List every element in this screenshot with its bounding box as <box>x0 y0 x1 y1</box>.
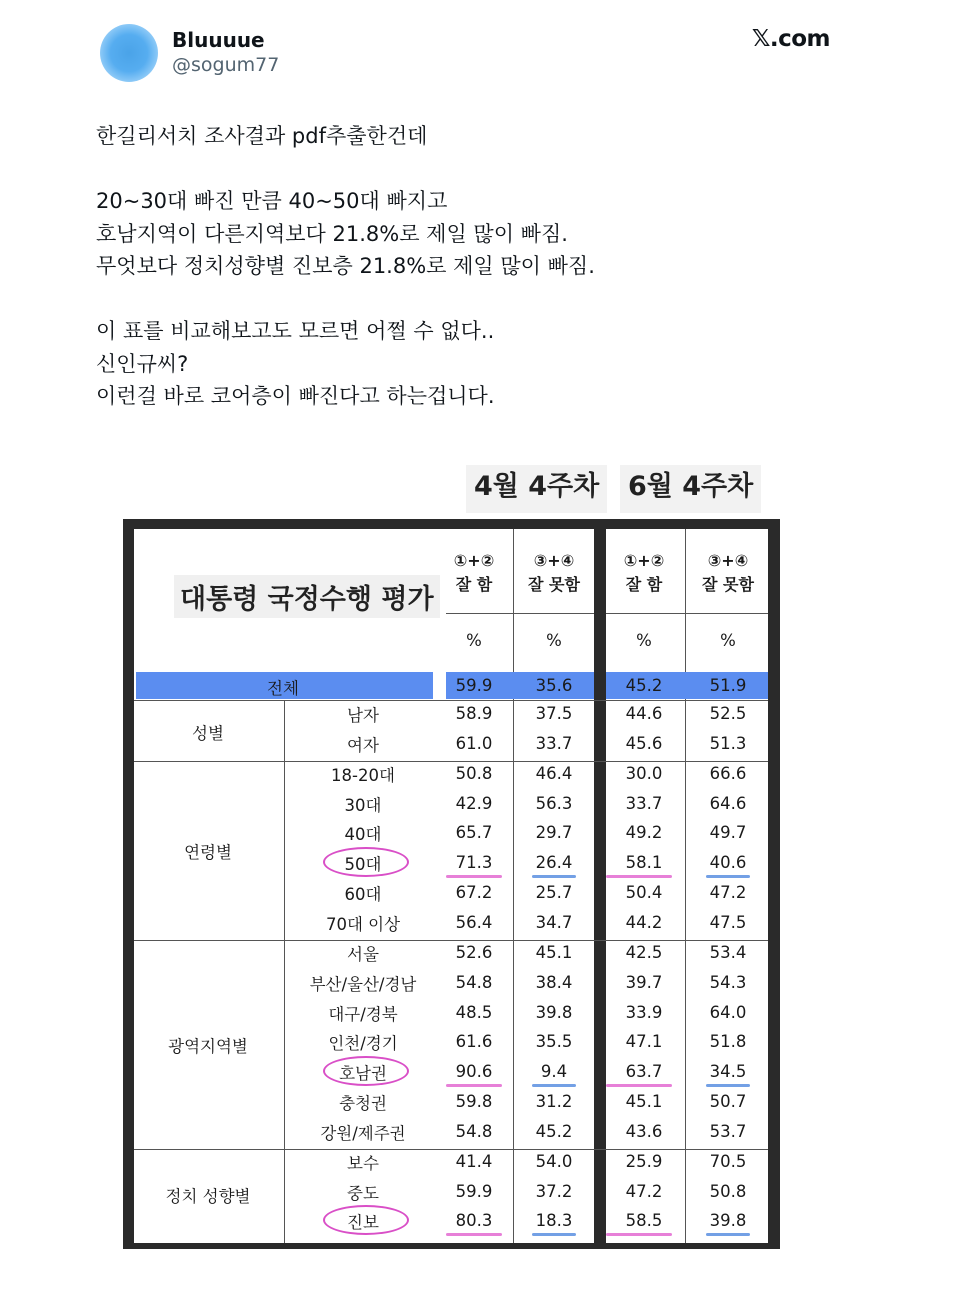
blue-underline <box>706 1084 750 1087</box>
line-gap <box>96 283 876 316</box>
cell-value: 25.9 <box>625 1151 663 1171</box>
cell-value: 49.7 <box>709 823 747 843</box>
cell-value: 26.4 <box>535 853 573 873</box>
row-label: 부산/울산/경남 <box>309 974 417 994</box>
author-name[interactable]: Bluuuue <box>172 28 265 52</box>
cell-value: 42.5 <box>625 942 663 962</box>
cell-value: 9.4 <box>540 1062 568 1082</box>
row-label: 인천/경기 <box>328 1034 398 1054</box>
cell-value: 46.4 <box>535 763 573 783</box>
cell-value: 33.7 <box>535 733 573 753</box>
cell-value: 30.0 <box>625 763 663 783</box>
tweet-line: 신인규씨? <box>96 351 189 376</box>
pink-underline <box>606 875 672 878</box>
row-label: 30대 <box>344 795 382 815</box>
col-header: ③+④ 잘 못함 <box>702 551 754 594</box>
row-label: 충청권 <box>339 1094 387 1114</box>
cell-value: 38.4 <box>535 972 573 992</box>
group-label: 성별 <box>192 723 224 743</box>
cell-value: 90.6 <box>455 1062 493 1082</box>
row-divider <box>134 700 768 701</box>
cell-value: 50.8 <box>709 1181 747 1201</box>
blue-underline <box>532 1233 576 1236</box>
week-label-june: 6월 4주차 <box>620 465 761 513</box>
cell-value: 50.4 <box>625 883 663 903</box>
tweet-line: 한길리서치 조사결과 pdf추출한건데 <box>96 124 428 148</box>
row-label: 여자 <box>347 735 379 755</box>
col-header: ③+④ 잘 못함 <box>528 551 580 594</box>
cell-value: 39.7 <box>625 972 663 992</box>
cell-value: 80.3 <box>455 1211 493 1231</box>
cell-value: 71.3 <box>455 853 493 873</box>
tweet-line: 이 표를 비교해보고도 모르면 어쩔 수 없다.. <box>96 319 495 343</box>
pink-underline <box>446 1233 502 1236</box>
cell-value: 43.6 <box>625 1121 663 1141</box>
col-header: ①+② 잘 함 <box>453 551 495 594</box>
cell-value: 25.7 <box>535 883 573 903</box>
cell-value: 39.8 <box>709 1211 747 1231</box>
blue-underline <box>532 875 576 878</box>
cell-value: 65.7 <box>455 823 493 843</box>
group-label: 광역지역별 <box>168 1037 248 1057</box>
survey-table-image <box>123 519 780 1249</box>
pink-underline <box>446 1084 502 1087</box>
total-value: 35.6 <box>535 676 573 695</box>
cell-value: 58.1 <box>625 853 663 873</box>
cell-value: 49.2 <box>625 823 663 843</box>
week-label-april: 4월 4주차 <box>466 465 607 513</box>
total-label: 전체 <box>267 679 299 698</box>
cell-value: 66.6 <box>709 763 747 783</box>
cell-value: 29.7 <box>535 823 573 843</box>
cell-value: 56.3 <box>535 793 573 813</box>
cell-value: 70.5 <box>709 1151 747 1171</box>
cell-value: 63.7 <box>625 1062 663 1082</box>
row-divider <box>446 613 594 614</box>
row-label: 18-20대 <box>331 765 395 785</box>
row-label: 70대 이상 <box>325 914 401 934</box>
x-logo: 𝕏.com <box>751 26 830 52</box>
cell-value: 35.5 <box>535 1032 573 1052</box>
cell-value: 45.2 <box>535 1121 573 1141</box>
total-value: 51.9 <box>709 676 747 695</box>
cell-value: 42.9 <box>455 793 493 813</box>
cell-value: 51.8 <box>709 1032 747 1052</box>
cell-value: 18.3 <box>535 1211 573 1231</box>
cell-value: 61.0 <box>455 733 493 753</box>
cell-value: 54.0 <box>535 1151 573 1171</box>
cell-value: 31.2 <box>535 1092 573 1112</box>
avatar[interactable] <box>100 24 158 82</box>
cell-value: 34.5 <box>709 1062 747 1082</box>
group-label: 연령별 <box>184 843 232 863</box>
cell-value: 40.6 <box>709 853 747 873</box>
cell-value: 37.5 <box>535 704 573 723</box>
row-divider <box>134 761 768 762</box>
cell-value: 54.8 <box>455 1121 493 1141</box>
tweet-header <box>100 22 840 86</box>
row-label: 40대 <box>344 825 382 845</box>
tweet-line: 호남지역이 다른지역보다 21.8%로 제일 많이 빠짐. <box>96 221 568 246</box>
tweet-line: 이런걸 바로 코어층이 빠진다고 하는겁니다. <box>96 384 495 408</box>
cell-value: 47.1 <box>625 1032 663 1052</box>
cell-value: 50.8 <box>455 763 493 783</box>
cell-value: 45.1 <box>535 942 573 962</box>
cell-value: 47.2 <box>709 883 747 903</box>
cell-value: 64.6 <box>709 793 747 813</box>
cell-value: 61.6 <box>455 1032 493 1052</box>
cell-value: 47.2 <box>625 1181 663 1201</box>
col-header: ①+② 잘 함 <box>623 551 665 594</box>
cell-value: 50.7 <box>709 1092 747 1112</box>
cell-value: 64.0 <box>709 1002 747 1022</box>
cell-value: 33.7 <box>625 793 663 813</box>
row-label: 호남권 <box>339 1064 387 1084</box>
cell-value: 44.6 <box>625 704 663 723</box>
row-label: 강원/제주권 <box>320 1123 406 1143</box>
unit-label: % <box>720 631 736 650</box>
row-label: 50대 <box>344 855 382 875</box>
cell-value: 54.8 <box>455 972 493 992</box>
cell-value: 52.5 <box>709 704 747 723</box>
unit-label: % <box>636 631 652 650</box>
col-divider <box>685 529 686 1243</box>
cell-value: 41.4 <box>455 1151 493 1171</box>
cell-value: 34.7 <box>535 912 573 932</box>
cell-value: 44.2 <box>625 912 663 932</box>
cell-value: 45.6 <box>625 733 663 753</box>
row-divider <box>134 1149 768 1150</box>
total-value: 45.2 <box>625 676 663 695</box>
blue-underline <box>532 1084 576 1087</box>
cell-value: 47.5 <box>709 912 747 932</box>
cell-value: 37.2 <box>535 1181 573 1201</box>
tweet-text <box>96 120 876 413</box>
cell-value: 67.2 <box>455 883 493 903</box>
cell-value: 51.3 <box>709 733 747 753</box>
row-label: 60대 <box>344 885 382 905</box>
col-divider <box>284 700 285 1243</box>
cell-value: 33.9 <box>625 1002 663 1022</box>
cell-value: 54.3 <box>709 972 747 992</box>
cell-value: 58.5 <box>625 1211 663 1231</box>
row-label: 남자 <box>347 706 379 725</box>
cell-value: 58.9 <box>455 704 493 723</box>
cell-value: 53.7 <box>709 1121 747 1141</box>
blue-underline <box>706 875 750 878</box>
cell-value: 59.9 <box>455 1181 493 1201</box>
row-label: 보수 <box>347 1153 379 1173</box>
col-divider <box>513 529 514 1243</box>
line-gap <box>96 153 876 186</box>
row-label: 서울 <box>347 944 379 964</box>
group-label: 정치 성향별 <box>165 1186 251 1206</box>
row-label: 진보 <box>347 1213 379 1233</box>
pink-underline <box>446 875 502 878</box>
cell-value: 45.1 <box>625 1092 663 1112</box>
cell-value: 39.8 <box>535 1002 573 1022</box>
pink-underline <box>606 1233 672 1236</box>
row-divider <box>134 940 768 941</box>
cell-value: 56.4 <box>455 912 493 932</box>
hand-drawn-circle <box>323 1056 409 1086</box>
row-label: 중도 <box>347 1183 379 1203</box>
cell-value: 59.8 <box>455 1092 493 1112</box>
cell-value: 48.5 <box>455 1002 493 1022</box>
row-label: 대구/경북 <box>328 1004 398 1024</box>
cell-value: 52.6 <box>455 942 493 962</box>
unit-label: % <box>546 631 562 650</box>
table-title: 대통령 국정수행 평가 <box>174 575 440 618</box>
tweet-line: 20~30대 빠진 만큼 40~50대 빠지고 <box>96 189 448 213</box>
tweet-line: 무엇보다 정치성향별 진보층 21.8%로 제일 많이 빠짐. <box>96 254 595 278</box>
blue-underline <box>706 1233 750 1236</box>
row-divider <box>606 613 768 614</box>
total-value: 59.9 <box>455 676 493 695</box>
unit-label: % <box>466 631 482 650</box>
author-handle[interactable]: @sogum77 <box>172 54 280 76</box>
cell-value: 53.4 <box>709 942 747 962</box>
pink-underline <box>606 1084 672 1087</box>
